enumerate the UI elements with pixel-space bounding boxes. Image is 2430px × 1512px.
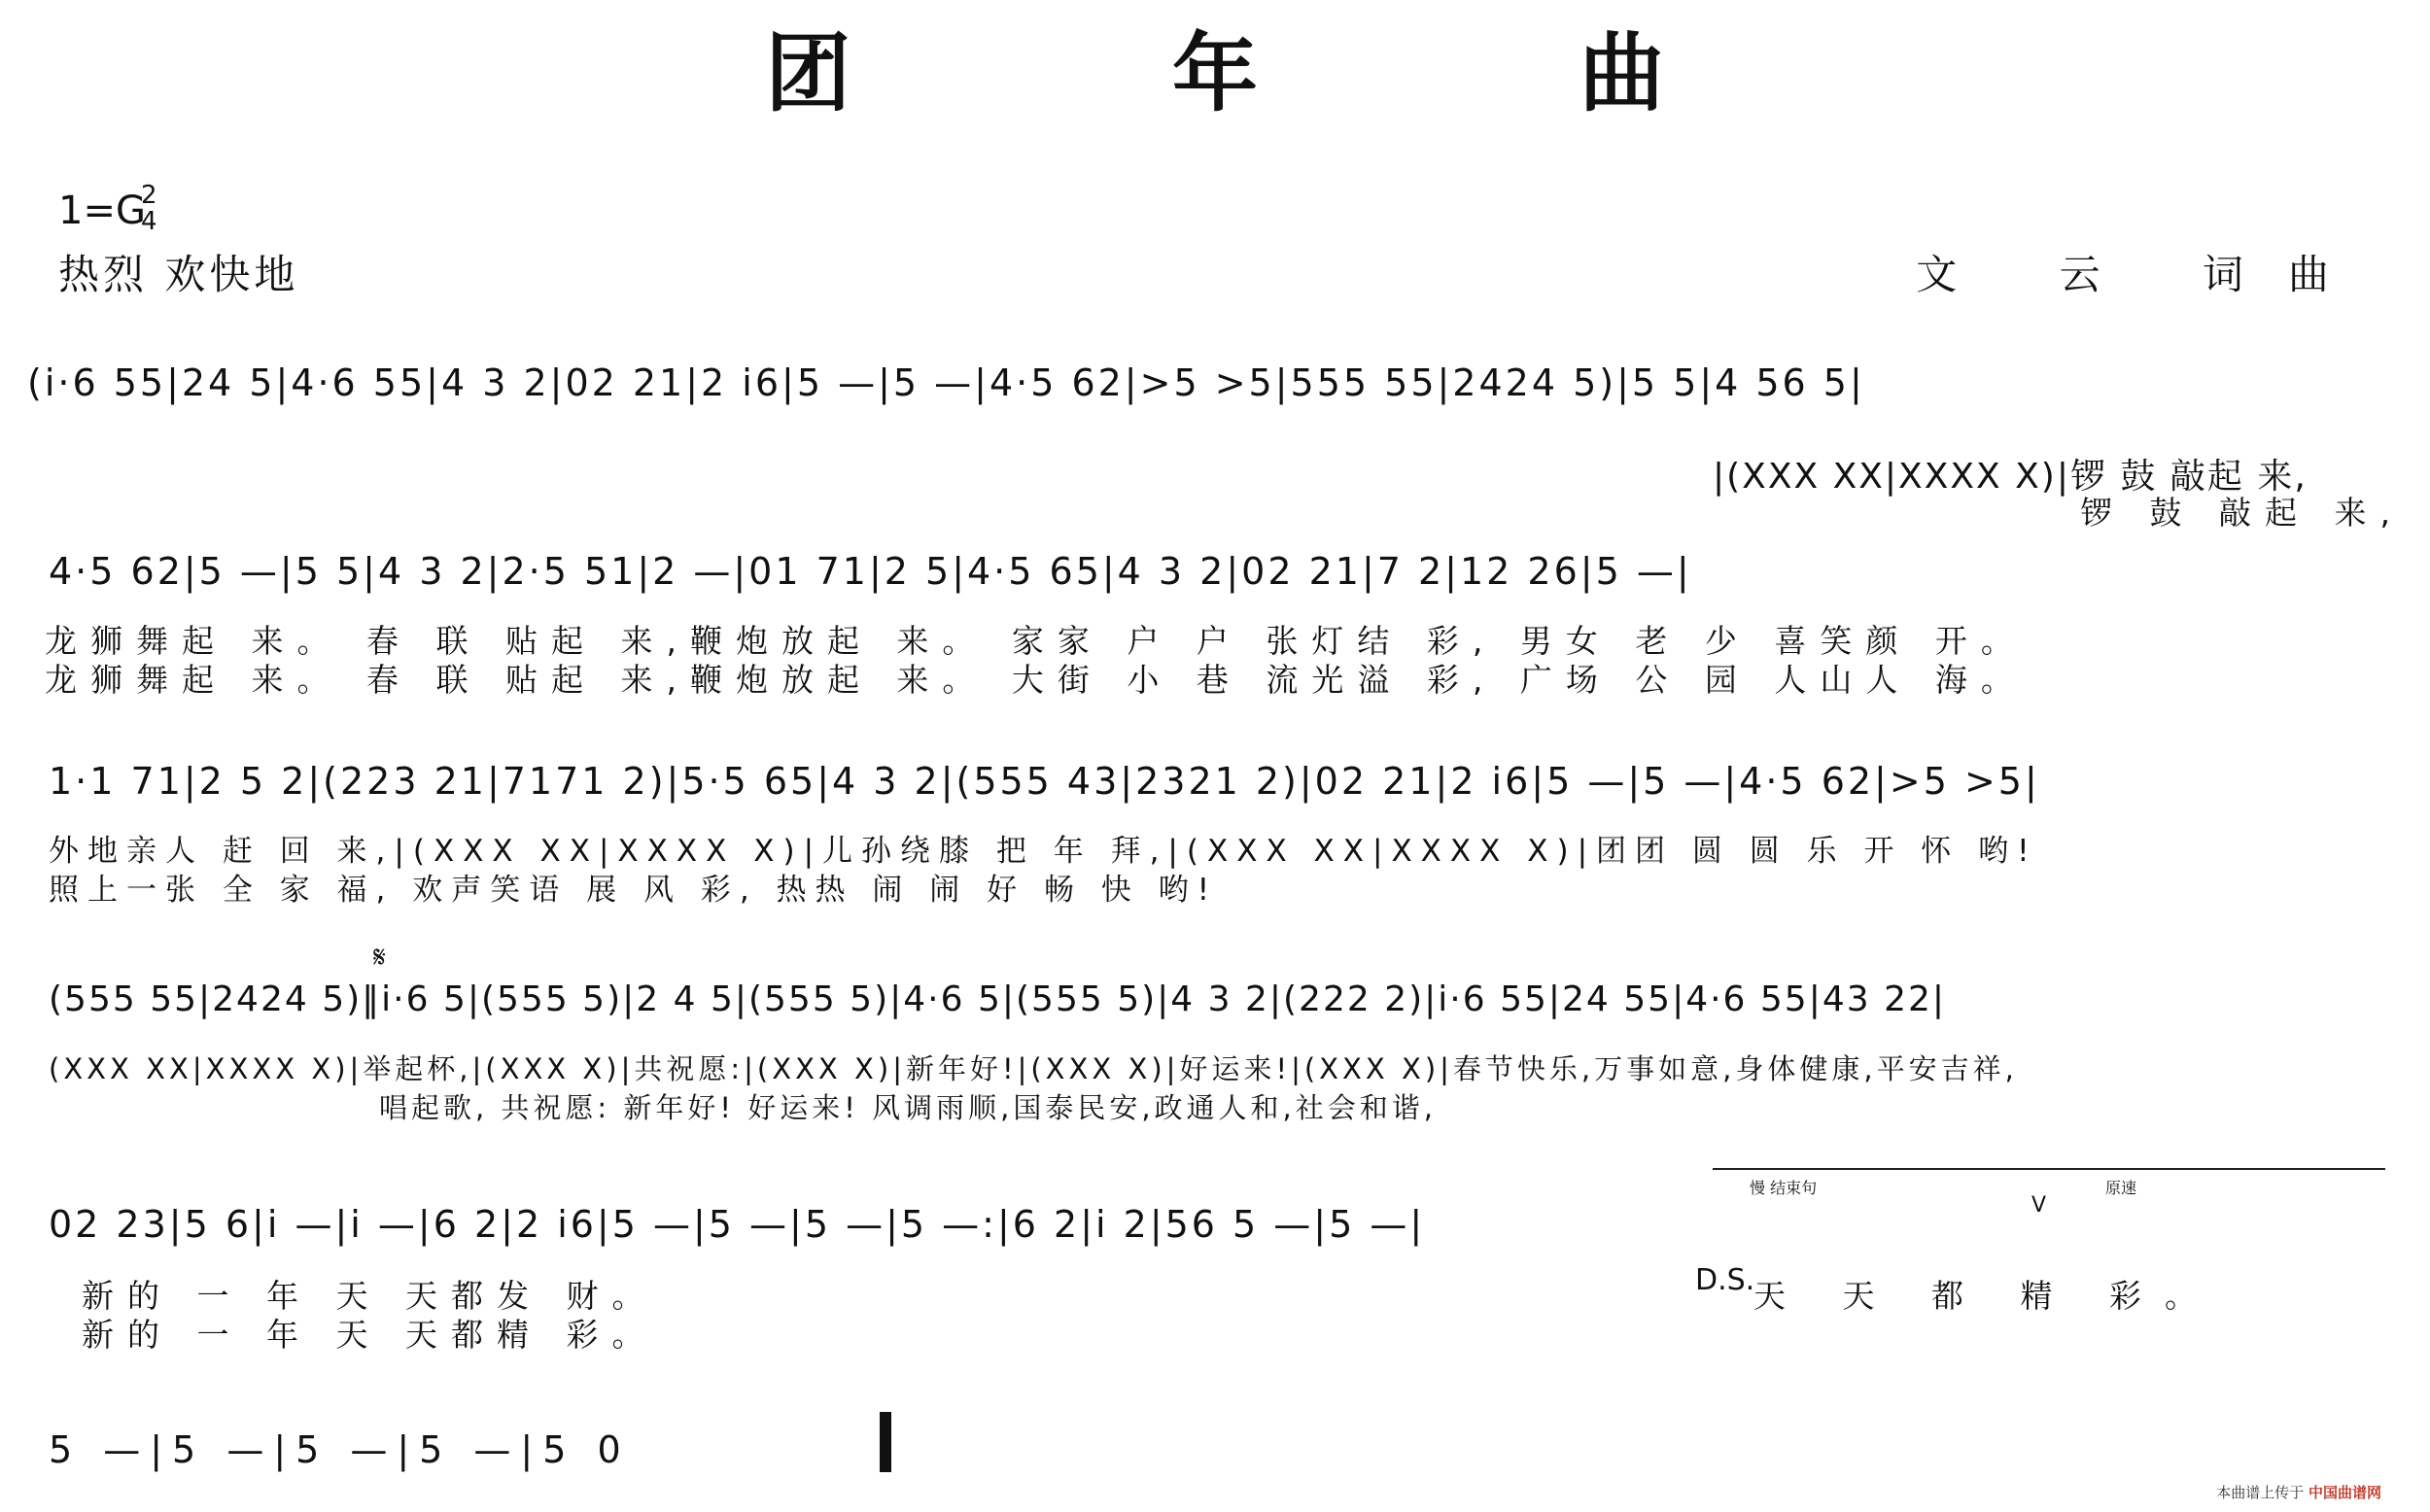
coda-staff-line	[1713, 1168, 2385, 1170]
notes-line: 1·1 71|2 5 2|(223 21|7171 2)|5·5 65|4 3 2|(555 43|2321 2)|02 21|2 i6|5 —|5 —|4·5 62|>5 >5|	[49, 760, 2040, 803]
time-signature	[141, 183, 157, 235]
coda-lyrics: 天 天 都 精 彩。	[1753, 1277, 2220, 1315]
lyrics-line-1: 外地亲人 赶 回 来,|(XXX XX|XXXX X)|儿孙绕膝 把 年 拜,|(XXX XX|XXXX X)|团团 圆 圆 乐 开 怀 哟!	[49, 834, 2038, 869]
score-title: 团 年 曲	[765, 23, 1811, 123]
footer-text: 本曲谱上传于	[2216, 1484, 2305, 1501]
lyrics-line-2: 新的 一 年 天 天都精 彩。	[82, 1316, 658, 1354]
time-signature-top: 2	[141, 181, 157, 210]
footer	[2216, 1482, 2381, 1502]
lyrics-line-2: 唱起歌, 共祝愿: 新年好! 好运来! 风调雨顺,国泰民安,政通人和,社会和谐,	[379, 1091, 1437, 1124]
notes-line: (i·6 55|24 5|4·6 55|4 3 2|02 21|2 i6|5 —|5 —|4·5 62|>5 >5|555 55|2424 5)|5 5|4 56 5|	[27, 361, 1865, 404]
final-barline	[880, 1412, 891, 1472]
lyrics-line-1: 龙狮舞起 来。 春 联 贴起 来,鞭炮放起 来。 家家 户 户 张灯结 彩, 男女 老 少 喜笑颜 开。	[45, 622, 2027, 660]
ds-marking: D.S.	[1695, 1263, 1755, 1297]
lyrics-line-1: 新的 一 年 天 天都发 财。	[82, 1277, 658, 1315]
tempo-marking: 热烈 欢快地	[58, 251, 299, 298]
time-signature-bottom: 4	[141, 207, 157, 236]
tempo-return: 原速	[2105, 1179, 2137, 1197]
lyrics-line-1: |(XXX XX|XXXX X)|锣 鼓 敲起 来,	[1713, 457, 2308, 497]
credit: 文 云 词曲	[1916, 251, 2374, 298]
key-signature: 1=G	[58, 189, 146, 233]
breath-mark: V	[2031, 1193, 2047, 1218]
notes-line: 5 —|5 —|5 —|5 —|5 0	[49, 1428, 631, 1471]
notes-line: 4·5 62|5 —|5 5|4 3 2|2·5 51|2 —|01 71|2 5|4·5 65|4 3 2|02 21|7 2|12 26|5 —|	[49, 550, 1692, 593]
lyrics-line-1: (XXX XX|XXXX X)|举起杯,|(XXX X)|共祝愿:|(XXX X)|新年好!|(XXX X)|好运来!|(XXX X)|春节快乐,万事如意,身体健康,平安吉祥,	[49, 1052, 2018, 1085]
lyrics-line-2: 锣 鼓 敲起 来,	[2080, 494, 2404, 532]
lyrics-line-2: 照上一张 全 家 福, 欢声笑语 展 风 彩, 热热 闹 闹 好 畅 快 哟!	[49, 873, 1219, 908]
notes-line: (555 55|2424 5)‖i·6 5|(555 5)|2 4 5|(555 5)|4·6 5|(555 5)|4 3 2|(222 2)|i·6 55|24 55|4·6 55|43 22|	[49, 979, 1947, 1019]
notes-line: 02 23|5 6|i —|i —|6 2|2 i6|5 —|5 —|5 —|5 —:|6 2|i 2|56 5 —|5 —|	[49, 1203, 1426, 1246]
segno-sign: 𝄋	[373, 941, 386, 975]
footer-brand: 中国曲谱网	[2308, 1484, 2381, 1501]
lyrics-line-2: 龙狮舞起 来。 春 联 贴起 来,鞭炮放起 来。 大街 小 巷 流光溢 彩, 广场 公 园 人山人 海。	[45, 661, 2027, 699]
coda-label: 慢 结束句	[1750, 1179, 1818, 1197]
